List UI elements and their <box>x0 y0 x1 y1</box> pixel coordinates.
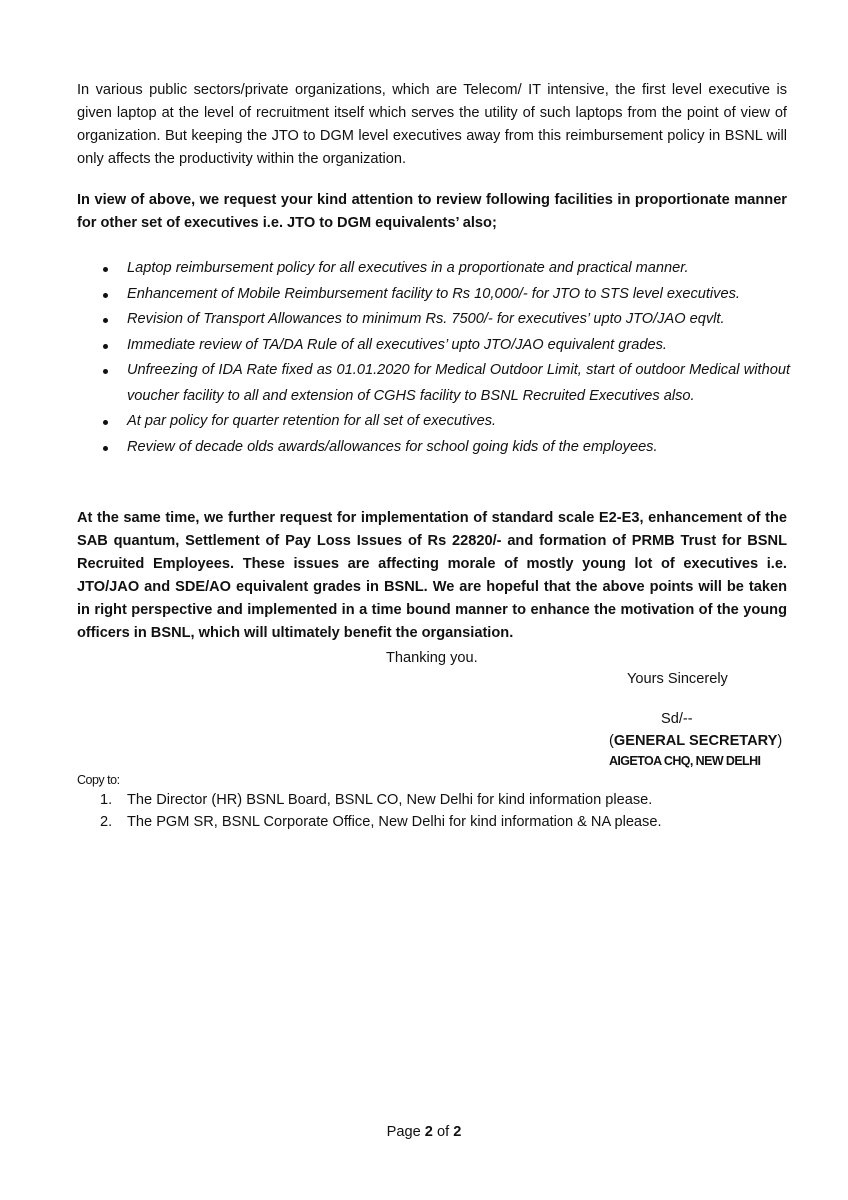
signature: Sd/-- <box>661 711 693 727</box>
list-item: Revision of Transport Allowances to minimum Rs. 7500/- for executives’ upto JTO/JAO eqvlt. <box>100 307 790 333</box>
list-item: 1. The Director (HR) BSNL Board, BSNL CO, New Delhi for kind information please. <box>100 792 653 808</box>
bullet-icon <box>103 293 108 298</box>
copy-to-heading: Copy to: <box>77 773 120 787</box>
list-item: Enhancement of Mobile Reimbursement facility to Rs 10,000/- for JTO to STS level executives. <box>100 282 790 308</box>
list-item: Review of decade olds awards/allowances for school going kids of the employees. <box>100 435 790 461</box>
bullet-icon <box>103 344 108 349</box>
body-paragraph-request: In view of above, we request your kind attention to review following facilities in proportionate manner for other set of executives i.e. JTO to DGM equivalents’ also; <box>77 192 787 231</box>
body-paragraph-further-request: At the same time, we further request for implementation of standard scale E2-E3, enhancement of the SAB quantum, Settlement of Pay Loss Issues of Rs 22820/- and formation of PRMB Trust for BSNL Recruited Employees. These issues are affecting morale of mostly young lot of executives i.e. JTO/JAO and SDE/AO equivalent grades in BSNL. We are hopeful that the above points will be taken in right perspective and implemented in a time bound manner to enhance the motivation of the young officers in BSNL, which will ultimately benefit the organsiation. <box>77 510 787 641</box>
list-item: Unfreezing of IDA Rate fixed as 01.01.2020 for Medical Outdoor Limit, start of outdoor Medical without voucher facility to all and extension of CGHS facility to BSNL Recruited Executives also. <box>100 358 790 409</box>
body-paragraph-laptop-policy: In various public sectors/private organizations, which are Telecom/ IT intensive, the first level executive is given laptop at the level of recruitment itself which serves the utility of such laptops from the point of view of organization. But keeping the JTO to DGM level executives away from this reimbursement policy in BSNL will only affects the productivity within the organization. <box>77 82 787 167</box>
signatory-designation: (GENERAL SECRETARY) <box>609 733 783 749</box>
page-number: Page 2 of 2 <box>386 1124 462 1140</box>
bullet-icon <box>103 318 108 323</box>
bullet-icon <box>103 369 108 374</box>
list-item: 2. The PGM SR, BSNL Corporate Office, New Delhi for kind information & NA please. <box>100 814 662 830</box>
bullet-icon <box>103 420 108 425</box>
list-item: At par policy for quarter retention for all set of executives. <box>100 409 790 435</box>
bullet-icon <box>103 267 108 272</box>
signatory-office: AIGETOA CHQ, NEW DELHI <box>609 754 761 768</box>
closing-thanks: Thanking you. <box>386 650 478 666</box>
list-item: Immediate review of TA/DA Rule of all executives’ upto JTO/JAO equivalent grades. <box>100 333 790 359</box>
closing-yours-sincerely: Yours Sincerely <box>627 671 728 687</box>
list-item: Laptop reimbursement policy for all executives in a proportionate and practical manner. <box>100 256 790 282</box>
bullet-icon <box>103 446 108 451</box>
facility-request-list <box>100 256 790 460</box>
copy-to-list <box>100 789 662 833</box>
